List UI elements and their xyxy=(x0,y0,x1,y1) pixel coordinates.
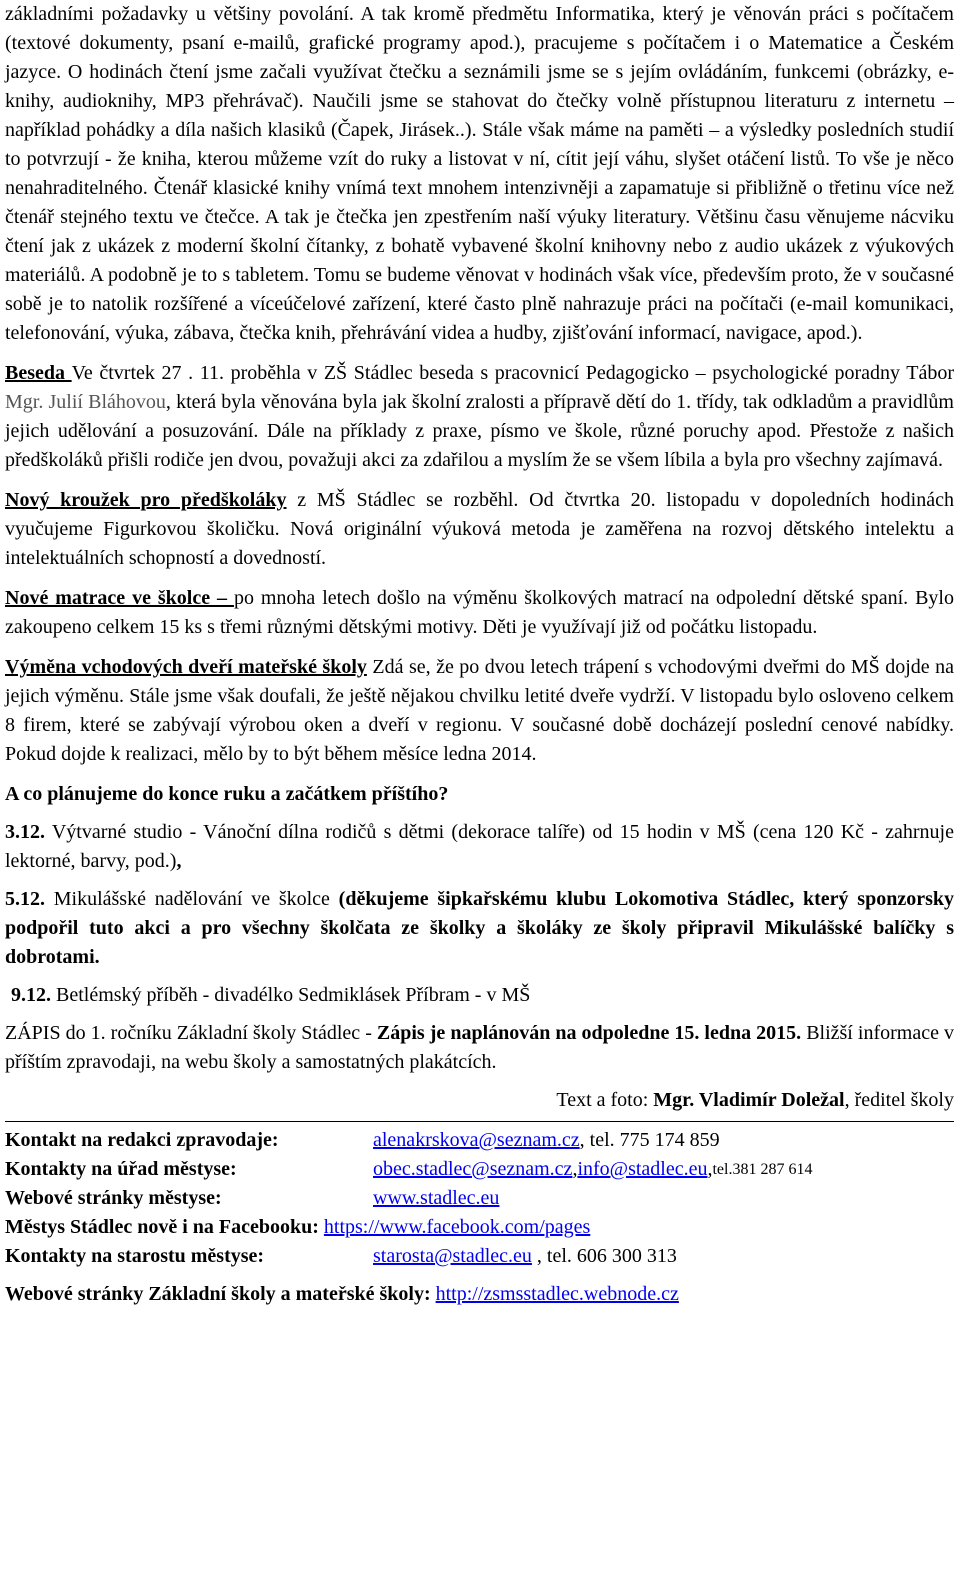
contact-label: Kontakty na starostu městyse: xyxy=(5,1245,265,1267)
event-3-date: 9.12. xyxy=(11,984,51,1006)
contact-label: Kontakty na úřad městyse: xyxy=(5,1158,237,1180)
krouzek-paragraph xyxy=(5,486,954,573)
dvere-paragraph xyxy=(5,653,954,769)
event-2-text: Mikulášské nadělování ve školce xyxy=(45,888,339,910)
plan-heading: A co plánujeme do konce ruku a začátkem příštího? xyxy=(5,783,449,805)
contact-label: Webové stránky městyse: xyxy=(5,1187,222,1209)
dvere-text: Zdá se, že po dvou letech trápení s vchodovými dveřmi do MŠ dojde na jejich výměnu. Stále jsme však doufali, že ještě nějakou chvilku letité dveře vydrží. V listopadu bylo osloveno celkem 8 firem, které se zabývají výrobou oken a dveří v regionu. V současné době docházejí poslední cenové nabídky. Pokud dojde k realizaci, mělo by to být během měsíce ledna 2014. xyxy=(5,656,954,765)
contact-label: Městys Stádlec nově i na Facebooku: xyxy=(5,1216,324,1238)
event-2-date: 5.12. xyxy=(5,888,45,910)
contact-label: Kontakt na redakci zpravodaje: xyxy=(5,1129,279,1151)
matrace-paragraph xyxy=(5,584,954,642)
web-link[interactable]: www.stadlec.eu xyxy=(373,1187,500,1209)
zapis-paragraph: ZÁPIS do 1. ročníku Základní školy Stádlec - Zápis je naplánován na odpoledne 15. ledna 2015. Bližší informace v příštím zpravodaji, na webu školy a samostatných plakátcích. xyxy=(5,1022,954,1073)
beseda-text-a: Ve čtvrtek 27 . 11. proběhla v ZŠ Stádlec beseda s pracovnicí Pedagogicko – psychologické poradny Tábor xyxy=(71,362,955,384)
redakce-email-link[interactable]: alenakrskova@seznam.cz xyxy=(373,1129,580,1151)
urad-email-link[interactable]: obec.stadlec@seznam.cz xyxy=(373,1158,573,1180)
contact-row-urad: Kontakty na úřad městyse: obec.stadlec@seznam.cz , info@stadlec.eu , tel.381 287 614 xyxy=(5,1155,954,1184)
facebook-link[interactable]: https://www.facebook.com/pages xyxy=(323,1216,591,1238)
footer-divider xyxy=(5,1121,954,1122)
contact-row-redakce: Kontakt na redakci zpravodaje: alenakrskova@seznam.cz , tel. 775 174 859 xyxy=(5,1126,954,1155)
dvere-heading: Výměna vchodových dveří mateřské školy xyxy=(5,656,367,678)
matrace-heading: Nové matrace ve školce – xyxy=(5,587,234,609)
signature-name: Mgr. Vladimír Doležal xyxy=(653,1089,845,1111)
krouzek-text: z MŠ Stádlec se rozběhl. Od čtvrtka 20. listopadu v dopoledních hodinách vyučujeme Figurkovou školičku. Nová originální výuková metoda je zaměřena na rozvoj dětského intelektu a intelektuálních schopností a dovedností. xyxy=(5,489,954,569)
event-2-thanks: (děkujeme šipkařskému klubu Lokomotiva Stádlec, který sponzorsky podpořil tuto akci a pro všechny školčata ze školky a školáky ze školy připravil Mikulášské balíčky s dobrotami. xyxy=(5,888,954,968)
contacts-block xyxy=(5,1126,954,1309)
event-3 xyxy=(5,981,954,1010)
intro-paragraph: základními požadavky u většiny povolání. A tak kromě předmětu Informatika, který je věnován práci s počítačem (textové dokumenty, psaní e-mailů, grafické programy apod.), pracujeme s počítačem i o Matematice a Českém jazyce. O hodinách čtení jsme začali využívat čtečku a seznámili jsme se s jejím ovládáním, funkcemi (obrázky, e-knihy, audioknihy, MP3 přehrávač). Naučili jsme se stahovat do čtečky volně přístupnou literaturu z internetu – například pohádky a díla našich klasiků (Čapek, Jirásek..). Stále však máme na paměti – a výsledky posledních studií to potvrzují - že kniha, kterou můžeme vzít do ruky a listovat v ní, cítit její váhu, slyšet otáčení listů. To vše je něco nenahraditelného. Čtenář klasické knihy vnímá text mnohem intenzivněji a zapamatuje si přibližně o třetinu více než čtenář stejného textu ve čtečce. A tak je čtečka jen zpestřením naší výuky literatury. Většinu času věnujeme nácviku čtení jak z ukázek z moderní školní čítanky, z bohatě vybavené školní knihovny nebo z audio ukázek z výukových materiálů. A podobně je to s tabletem. Tomu se budeme věnovat v hodinách však více, především proto, že v současné sobě je to natolik rozšířené a víceúčelové zařízení, které často plně nahrazuje práci na počítači (e-mail komunikaci, telefonování, výuka, zábava, čtečka knih, přehrávání videa a hudby, zjišťování informací, navigace, apod.). xyxy=(5,3,954,344)
beseda-text-b: , která byla věnována byla jak školní zralosti a přípravě dětí do 1. třídy, tak odkladům a pravidlům jejich udělování a posuzování. Dále na příklady z praxe, písmo ve škole, různé poruchy apod. Přestože z našich předškoláků přišli rodiče jen dvou, považuji akci za zdařilou a myslím že se všem líbila a byla pro všechny zajímavá. xyxy=(5,391,954,471)
signature: Text a foto: Mgr. Vladimír Doležal, ředitel školy xyxy=(556,1089,954,1111)
zapis-bold: Zápis je naplánován na odpoledne 15. ledna 2015. xyxy=(376,1022,802,1044)
beseda-heading: Beseda xyxy=(5,362,72,384)
event-1-text: Výtvarné studio - Vánoční dílna rodičů s dětmi (dekorace talíře) od 15 hodin v MŠ (cena 120 Kč - zahrnuje lektorné, barvy, pod.) xyxy=(5,821,954,872)
krouzek-heading: Nový kroužek pro předškoláky xyxy=(5,489,287,511)
event-2 xyxy=(5,885,954,972)
starosta-email-link[interactable]: starosta@stadlec.eu xyxy=(373,1245,532,1267)
contact-label: Webové stránky Základní školy a mateřské školy: xyxy=(5,1283,436,1305)
event-1-date: 3.12. xyxy=(5,821,45,843)
info-email-link[interactable]: info@stadlec.eu xyxy=(577,1158,708,1180)
beseda-paragraph xyxy=(5,359,954,475)
matrace-text: po mnoha letech došlo na výměnu školkových matrací na odpolední dětské spaní. Bylo zakoupeno celkem 15 ks s třemi různými dětskými motivy. Děti je využívají již od počátku listopadu. xyxy=(5,587,954,638)
contact-row-skola xyxy=(5,1280,954,1309)
contact-row-web xyxy=(5,1184,954,1213)
contact-row-starosta: Kontakty na starostu městyse: starosta@stadlec.eu , tel. 606 300 313 xyxy=(5,1242,954,1271)
beseda-name: Mgr. Julií Bláhovou xyxy=(5,391,166,413)
event-3-text: Betlémský příběh - divadélko Sedmiklásek Příbram - v MŠ xyxy=(51,984,531,1006)
skola-web-link[interactable]: http://zsmsstadlec.webnode.cz xyxy=(435,1283,679,1305)
contact-row-facebook xyxy=(5,1213,954,1242)
event-1: 3.12. Výtvarné studio - Vánoční dílna rodičů s dětmi (dekorace talíře) od 15 hodin v MŠ (cena 120 Kč - zahrnuje lektorné, barvy, pod.), xyxy=(5,821,954,872)
